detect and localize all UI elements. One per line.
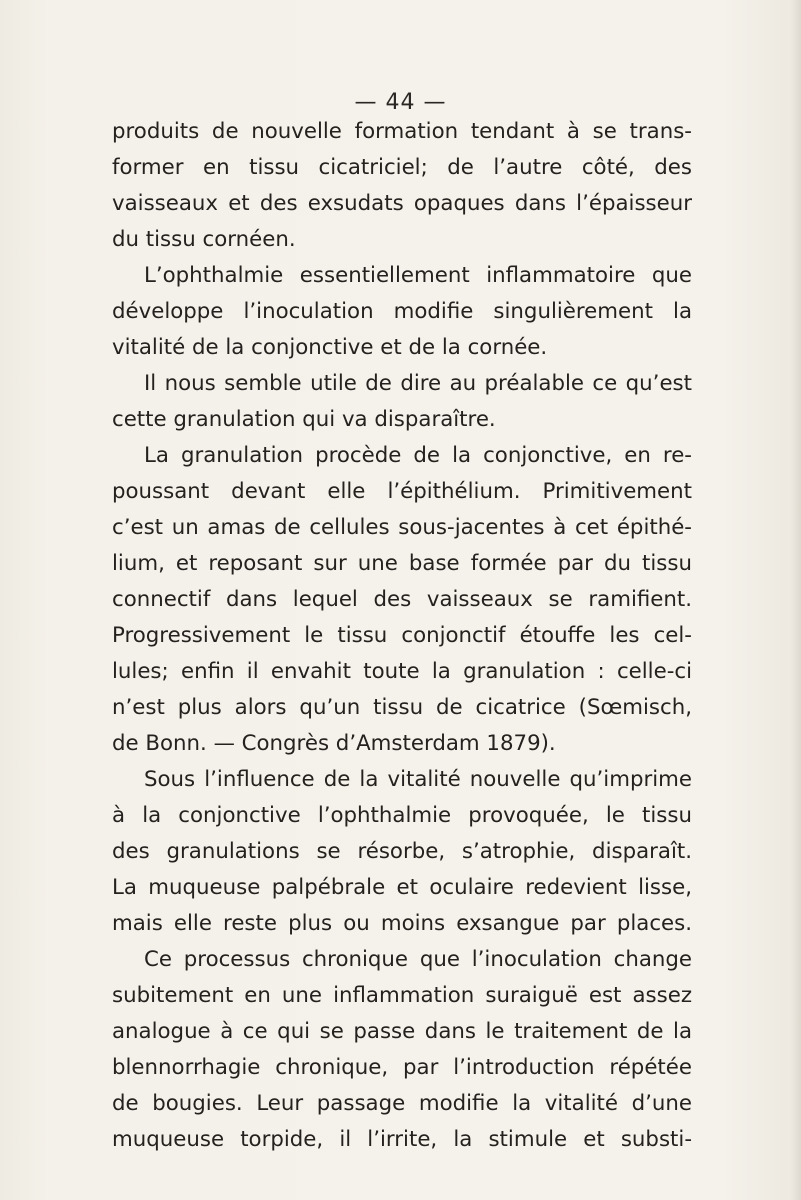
text-line: Progressivement le tissu conjonctif étouffe les cel- xyxy=(112,623,692,648)
text-line: analogue à ce qui se passe dans le traitement de la xyxy=(112,1019,692,1044)
text-line: de bougies. Leur passage modifie la vitalité d’une xyxy=(112,1091,692,1116)
text-line: poussant devant elle l’épithélium. Primitivement xyxy=(112,479,692,504)
text-line: La muqueuse palpébrale et oculaire redevient lisse, xyxy=(112,875,692,900)
text-line: c’est un amas de cellules sous-jacentes à cet épithé- xyxy=(112,515,692,540)
text-line: mais elle reste plus ou moins exsangue par places. xyxy=(112,911,692,936)
page-number: — 44 — xyxy=(354,90,447,115)
text-line: La granulation procède de la conjonctive, en re- xyxy=(144,443,692,468)
text-line: vitalité de la conjonctive et de la cornée. xyxy=(112,335,548,360)
text-line: à la conjonctive l’ophthalmie provoquée, le tissu xyxy=(112,803,692,828)
text-line: lules; enfin il envahit toute la granulation : celle-ci xyxy=(112,659,692,684)
text-line: connectif dans lequel des vaisseaux se ramifient. xyxy=(112,587,692,612)
text-line: muqueuse torpide, il l’irrite, la stimule et substi- xyxy=(112,1127,692,1152)
text-line: Il nous semble utile de dire au préalable ce qu’est xyxy=(144,371,692,396)
text-line: subitement en une inflammation suraiguë est assez xyxy=(112,983,692,1008)
text-line: L’ophthalmie essentiellement inflammatoire que xyxy=(144,263,692,288)
text-line: cette granulation qui va disparaître. xyxy=(112,407,496,432)
text-line: produits de nouvelle formation tendant à se trans- xyxy=(112,119,692,144)
text-line: Sous l’influence de la vitalité nouvelle qu’imprime xyxy=(144,767,692,792)
text-line: lium, et reposant sur une base formée par du tissu xyxy=(112,551,692,576)
body-text xyxy=(112,114,692,1158)
text-line: des granulations se résorbe, s’atrophie, disparaît. xyxy=(112,839,692,864)
text-line: Ce processus chronique que l’inoculation change xyxy=(144,947,692,972)
text-line: de Bonn. — Congrès d’Amsterdam 1879). xyxy=(112,731,556,756)
text-line: blennorrhagie chronique, par l’introduction répétée xyxy=(112,1055,692,1080)
text-line: développe l’inoculation modifie singulièrement la xyxy=(112,299,692,324)
text-line: du tissu cornéen. xyxy=(112,227,296,252)
text-line: former en tissu cicatriciel; de l’autre côté, des xyxy=(112,155,692,180)
text-line: n’est plus alors qu’un tissu de cicatrice (Sœmisch, xyxy=(112,695,692,720)
page-edge-shadow xyxy=(791,0,801,1200)
text-line: vaisseaux et des exsudats opaques dans l’épaisseur xyxy=(112,191,692,216)
